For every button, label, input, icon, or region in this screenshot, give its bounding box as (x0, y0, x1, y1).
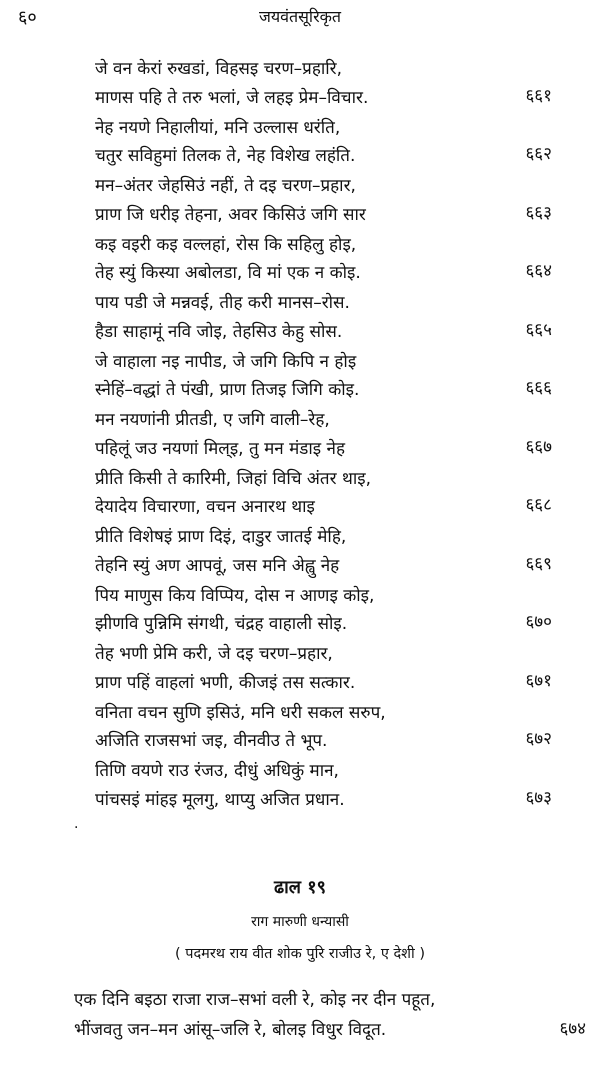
verse-line: झीणवि पुन्निमि संगथी, चंद्रह वाहाली सोइ. (95, 614, 348, 634)
verse-line: एक दिनि बइठा राजा राज–सभां वली रे, कोइ नर दीन पहूत, (74, 990, 436, 1010)
verse-line: वनिता वचन सुणि इसिउं, मनि धरी सकल सरुप, (95, 702, 386, 723)
verse-line: प्रीति विशेषइं प्राण दिइं, दाडुर जातई मेहि, (95, 527, 347, 547)
final-stanza (74, 985, 586, 1045)
verse-line: तेहनि स्युं अण आपवूं, जस मनि अेह्वु नेह (95, 555, 340, 576)
verse-line: पिय माणुस किय विप्पिय, दोस न आणइ कोइ, (95, 585, 375, 606)
verse-line: तिणि वयणे राउ रंजउ, दीधुं अधिकुं मान, (95, 761, 339, 781)
raga-heading: राग मारुणी धन्यासी (251, 914, 349, 930)
verse-line: देयादेय विचारणा, वचन अनारथ थाइ (95, 497, 315, 517)
verse-number: ६६१ (525, 85, 552, 106)
verse-line: मन–अंतर जेहसिउं नहीं, ते दइ चरण–प्रहार, (95, 176, 356, 196)
verse-line: स्नेहिं–वद्धां ते पंखी, प्राण तिजइ जिगि कोइ. (95, 380, 360, 400)
stanza (95, 114, 550, 171)
verse-number: ६६५ (525, 319, 552, 340)
verse-number: ६७३ (525, 787, 552, 808)
verse-line: भींजवतु जन–मन आंसू–जलि रे, बोलइ विधुर विदूत. (74, 1020, 387, 1040)
verse-number: ६७४ (559, 1018, 586, 1039)
stanza (95, 465, 550, 522)
verse-number: ६६२ (525, 144, 552, 164)
verse-number: ६६६ (525, 378, 552, 398)
stanza (95, 406, 550, 463)
stanza (95, 289, 550, 346)
stanza (95, 582, 550, 639)
running-header: जयवंतसूरिकृत (258, 7, 342, 26)
verse-number: ६६४ (525, 261, 552, 281)
margin-mark: · (74, 820, 79, 836)
verse-number: ६७१ (525, 670, 552, 691)
section-title: ढाल १९ (274, 877, 326, 898)
stanza (95, 231, 550, 288)
stanza (95, 55, 550, 112)
verse-line: नेह नयणे निहालीयां, मनि उल्लास धरंति, (95, 117, 341, 138)
verse-number: ६६७ (525, 436, 552, 457)
verse-line: प्राण जि धरीइ तेहना, अवर किसिउं जगि सार (95, 204, 366, 225)
verse-list (95, 55, 550, 816)
verse-line: चतुर सविहुमां तिलक ते, नेह विशेख लहंति. (95, 146, 356, 166)
verse-line: माणस पहि ते तरु भलां, जे लहइ प्रेम–विचार. (95, 87, 369, 108)
verse-line: प्राण पहिं वाहलां भणी, कीजइं तस सत्कार. (95, 672, 356, 693)
verse-line: तेह स्युं किस्या अबोलडा, वि मां एक न कोइ. (95, 263, 361, 283)
stanza (95, 348, 550, 405)
verse-line: पहिलूं जउ नयणां मिल्इ, तु मन मंडाइ नेह (95, 438, 345, 459)
verse-number: ६७० (525, 612, 552, 632)
verse-line: प्रीति किसी ते कारिमी, जिहां विचि अंतर थाइ, (95, 468, 371, 489)
verse-number: ६६८ (525, 495, 552, 515)
verse-line: तेह भणी प्रेमि करी, जे दइ चरण–प्रहार, (95, 644, 333, 664)
verse-line: मन नयणांनी प्रीतडी, ए जगि वाली–रेह, (95, 410, 330, 430)
verse-number: ६७२ (525, 729, 552, 749)
verse-line: पांचसइं मांहइ मूलगु, थाप्यु अजित प्रधान. (95, 789, 345, 810)
verse-line: अजिति राजसभां जइ, वीनवीउ ते भूप. (95, 731, 328, 751)
page-number: ६० (18, 7, 37, 28)
verse-line: जे वन केरां रुखडां, विहसइ चरण–प्रहारि, (95, 59, 343, 79)
stanza (95, 523, 550, 580)
verse-line: पाय पडी जे मन्नवई, तीह करी मानस–रोस. (95, 293, 350, 313)
verse-line: हैडा साहामूं नवि जोइ, तेहसिउ केहु सोस. (95, 321, 343, 342)
verse-line: कइ वइरी कइ वल्लहां, रोस कि सहिलु होइ, (95, 234, 357, 255)
verse-number: ६६३ (525, 202, 552, 223)
verse-line: जे वाहाला नइ नापीड, जे जगि किपि न होइ (95, 351, 357, 372)
tune-note: ( पदमरथ राय वीत शोक पुरि राजीउ रे, ए देशी ) (174, 946, 426, 962)
verse-number: ६६९ (525, 553, 552, 574)
stanza (95, 172, 550, 229)
stanza (95, 640, 550, 697)
stanza (95, 699, 550, 756)
stanza (95, 757, 550, 814)
